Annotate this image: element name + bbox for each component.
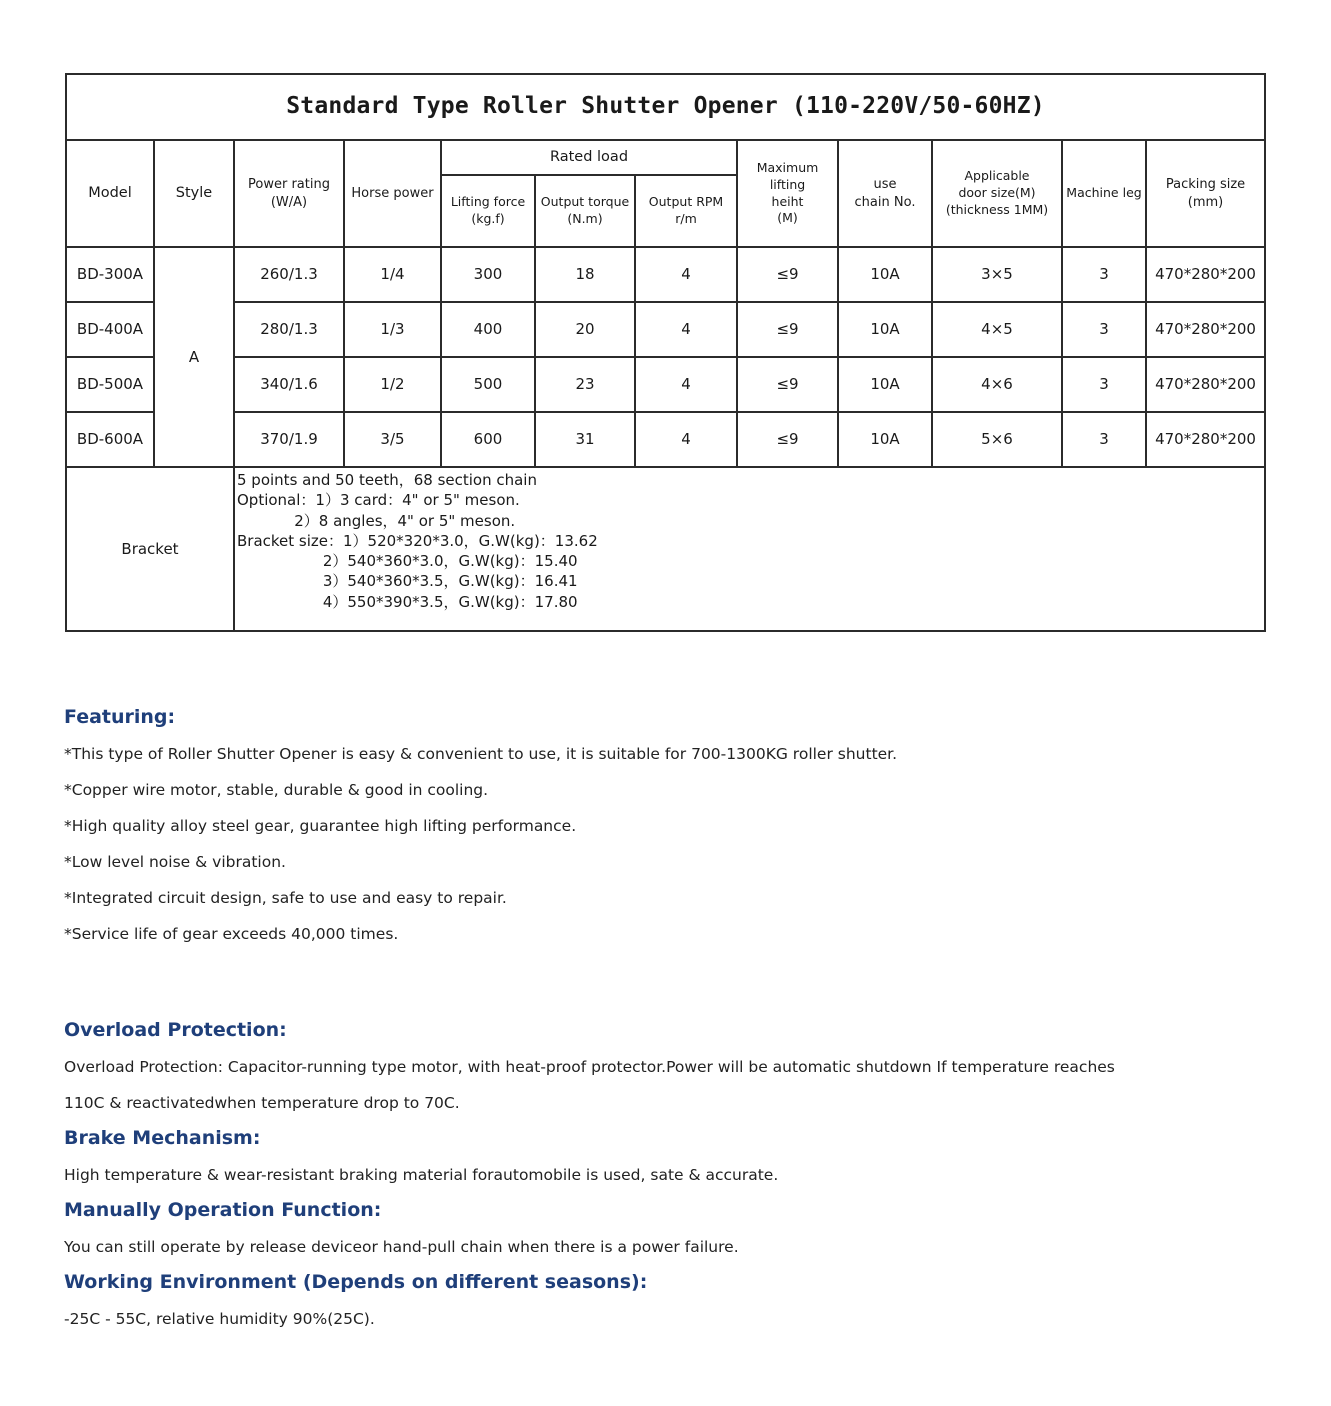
feature-item: *Integrated circuit design, safe to use and easy to repair. [64, 889, 507, 907]
cell-leg: 3 [1062, 247, 1146, 302]
cell-leg: 3 [1062, 302, 1146, 357]
bracket-line: 3）540*360*3.5，G.W(kg)：16.41 [237, 572, 578, 591]
header-power-rating-line2: (W/A) [270, 194, 308, 210]
cell-lift: 300 [441, 247, 535, 302]
header-door-size [932, 140, 1062, 247]
cell-lift: 500 [441, 357, 535, 412]
header-max-lifting-line3: heiht [771, 193, 804, 209]
header-model: Model [66, 140, 154, 247]
header-max-lifting-line1: Maximum [756, 159, 819, 175]
header-lifting-force-line2: (kg.f) [471, 211, 505, 226]
cell-hp: 1/2 [344, 357, 441, 412]
cell-chain: 10A [838, 247, 932, 302]
cell-torque: 31 [535, 412, 635, 467]
cell-max: ≤9 [737, 247, 838, 302]
bracket-line: Optional：1）3 card：4" or 5" meson. [237, 491, 520, 510]
bracket-label: Bracket [66, 467, 234, 631]
header-packing-size-line2: (mm) [1187, 194, 1224, 210]
header-max-lifting [737, 140, 838, 247]
cell-torque: 23 [535, 357, 635, 412]
cell-model: BD-500A [66, 357, 154, 412]
cell-pack: 470*280*200 [1146, 412, 1265, 467]
feature-item: *Low level noise & vibration. [64, 853, 286, 871]
brake-text: High temperature & wear-resistant braking material forautomobile is used, sate & accurate. [64, 1166, 779, 1184]
brake-heading: Brake Mechanism: [64, 1127, 261, 1149]
cell-rpm: 4 [635, 247, 737, 302]
cell-leg: 3 [1062, 412, 1146, 467]
header-output-torque [535, 175, 635, 247]
header-packing-size [1146, 140, 1265, 247]
cell-hp: 1/3 [344, 302, 441, 357]
header-use-chain-line2: chain No. [854, 194, 916, 210]
cell-model: BD-400A [66, 302, 154, 357]
header-door-size-line2: door size(M) [958, 185, 1036, 201]
header-lifting-force-line1: Lifting force [450, 194, 526, 210]
header-machine-leg: Machine leg [1062, 140, 1146, 247]
overload-heading: Overload Protection: [64, 1019, 287, 1041]
bracket-line: Bracket size：1）520*320*3.0，G.W(kg)：13.62 [237, 531, 598, 550]
manual-text: You can still operate by release deviceor hand-pull chain when there is a power failure. [64, 1238, 739, 1256]
cell-hp: 1/4 [344, 247, 441, 302]
cell-max: ≤9 [737, 412, 838, 467]
overload-line: 110C & reactivatedwhen temperature drop to 70C. [64, 1094, 460, 1112]
feature-item: *High quality alloy steel gear, guarantee high lifting performance. [64, 817, 577, 835]
header-power-rating [234, 140, 344, 247]
header-output-torque-line2: (N.m) [567, 211, 603, 226]
header-packing-size-line1: Packing size [1165, 176, 1246, 192]
cell-max: ≤9 [737, 357, 838, 412]
header-max-lifting-line2: lifting [769, 176, 806, 192]
cell-hp: 3/5 [344, 412, 441, 467]
cell-door: 4×5 [932, 302, 1062, 357]
cell-rpm: 4 [635, 302, 737, 357]
cell-pack: 470*280*200 [1146, 357, 1265, 412]
cell-max: ≤9 [737, 302, 838, 357]
table-title: Standard Type Roller Shutter Opener (110-220V/50-60HZ) [66, 74, 1265, 140]
featuring-heading: Featuring: [64, 706, 176, 728]
table-row [66, 412, 1265, 467]
bracket-line: 2）8 angles，4" or 5" meson. [237, 511, 516, 530]
header-door-size-line1: Applicable [964, 168, 1030, 184]
cell-door: 3×5 [932, 247, 1062, 302]
manual-heading: Manually Operation Function: [64, 1199, 382, 1221]
cell-door: 5×6 [932, 412, 1062, 467]
header-lifting-force [441, 175, 535, 247]
bracket-line: 4）550*390*3.5，G.W(kg)：17.80 [237, 592, 578, 611]
table-row [66, 302, 1265, 357]
environment-heading: Working Environment (Depends on different seasons): [64, 1271, 648, 1293]
feature-item: *This type of Roller Shutter Opener is easy & convenient to use, it is suitable for 700-1300KG roller shutter. [64, 745, 898, 763]
header-output-torque-line1: Output torque [540, 194, 630, 210]
feature-item: *Service life of gear exceeds 40,000 times. [64, 925, 399, 943]
overload-line: Overload Protection: Capacitor-running type motor, with heat-proof protector.Power will be automatic shutdown If temperature reaches [64, 1058, 1115, 1076]
header-horse-power: Horse power [344, 140, 441, 247]
header-door-size-line3: (thickness 1MM) [945, 201, 1049, 217]
cell-model: BD-300A [66, 247, 154, 302]
table-row [66, 247, 1265, 302]
bracket-line: 5 points and 50 teeth，68 section chain [237, 471, 537, 489]
feature-item: *Copper wire motor, stable, durable & good in cooling. [64, 781, 489, 799]
cell-pack: 470*280*200 [1146, 302, 1265, 357]
cell-power: 370/1.9 [234, 412, 344, 467]
cell-power: 340/1.6 [234, 357, 344, 412]
cell-style: A [154, 247, 234, 467]
cell-leg: 3 [1062, 357, 1146, 412]
cell-model: BD-600A [66, 412, 154, 467]
table-row [66, 357, 1265, 412]
cell-torque: 20 [535, 302, 635, 357]
header-max-lifting-line4: (M) [777, 210, 798, 226]
cell-power: 260/1.3 [234, 247, 344, 302]
header-output-rpm-line1: Output RPM [648, 194, 724, 210]
cell-power: 280/1.3 [234, 302, 344, 357]
cell-door: 4×6 [932, 357, 1062, 412]
header-use-chain-line1: use [873, 176, 897, 192]
header-power-rating-line1: Power rating [248, 176, 330, 192]
cell-chain: 10A [838, 302, 932, 357]
header-style: Style [154, 140, 234, 247]
cell-chain: 10A [838, 357, 932, 412]
cell-lift: 400 [441, 302, 535, 357]
cell-torque: 18 [535, 247, 635, 302]
cell-pack: 470*280*200 [1146, 247, 1265, 302]
bracket-details [234, 467, 1265, 631]
spec-table [65, 73, 1266, 632]
environment-text: -25C - 55C, relative humidity 90%(25C). [64, 1310, 375, 1328]
cell-rpm: 4 [635, 412, 737, 467]
bracket-line: 2）540*360*3.0，G.W(kg)：15.40 [237, 552, 578, 570]
header-output-rpm [635, 175, 737, 247]
header-output-rpm-line2: r/m [675, 211, 697, 226]
header-use-chain [838, 140, 932, 247]
cell-chain: 10A [838, 412, 932, 467]
cell-rpm: 4 [635, 357, 737, 412]
header-rated-load: Rated load [441, 140, 737, 175]
cell-lift: 600 [441, 412, 535, 467]
